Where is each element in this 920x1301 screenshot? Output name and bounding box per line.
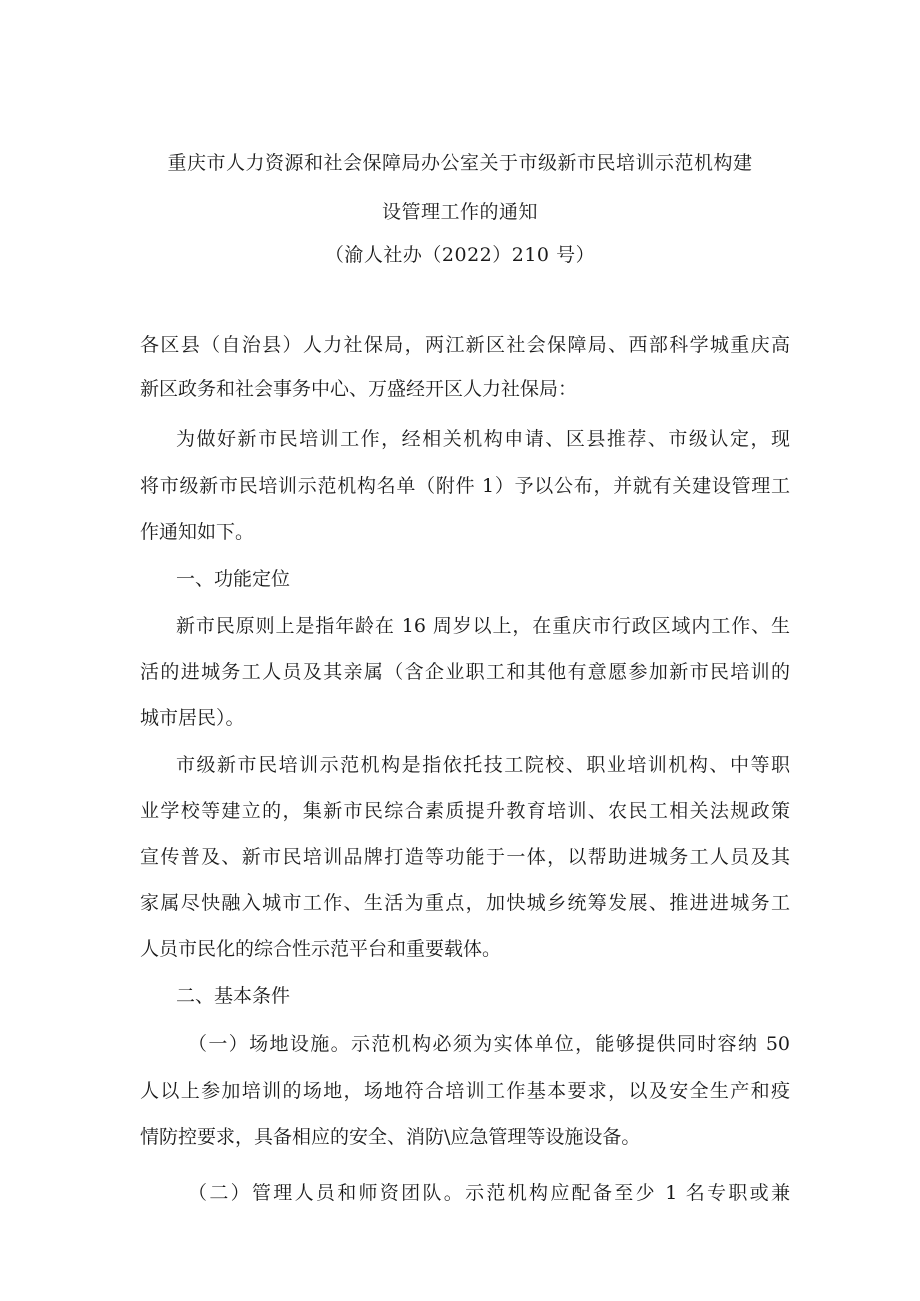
- document-number: （渝人社办（2022）210 号）: [324, 244, 596, 266]
- body-line: 人员市民化的综合性示范平台和重要载体。: [140, 938, 502, 960]
- body-line: （一）场地设施。示范机构必须为实体单位，能够提供同时容纳 50: [188, 1033, 790, 1055]
- document-title-line-1: 重庆市人力资源和社会保障局办公室关于市级新市民培训示范机构建: [167, 152, 753, 174]
- body-line: 新区政务和社会事务中心、万盛经开区人力社保局：: [140, 378, 578, 400]
- body-line: 各区县（自治县）人力社保局，两江新区社会保障局、西部科学城重庆高: [140, 334, 790, 356]
- body-line: 家属尽快融入城市工作、生活为重点，加快城乡统筹发展、推进进城务工: [140, 892, 790, 914]
- body-line: 将市级新市民培训示范机构名单（附件 1）予以公布，并就有关建设管理工: [140, 475, 790, 497]
- body-line: 市级新市民培训示范机构是指依托技工院校、职业培训机构、中等职: [176, 754, 790, 776]
- body-line: 为做好新市民培训工作，经相关机构申请、区县推荐、市级认定，现: [176, 428, 790, 450]
- body-line: 宣传普及、新市民培训品牌打造等功能于一体，以帮助进城务工人员及其: [140, 846, 790, 868]
- body-line: （二）管理人员和师资团队。示范机构应配备至少 1 名专职或兼: [188, 1182, 790, 1204]
- section-heading-2: 二、基本条件: [176, 985, 291, 1007]
- document-title-line-2: 设管理工作的通知: [381, 201, 538, 223]
- body-line: 城市居民）。: [140, 707, 245, 729]
- body-line: 情防控要求，具备相应的安全、消防\应急管理等设施设备。: [140, 1126, 641, 1148]
- body-line: 新市民原则上是指年龄在 16 周岁以上，在重庆市行政区域内工作、生: [176, 615, 790, 637]
- body-line: 业学校等建立的，集新市民综合素质提升教育培训、农民工相关法规政策: [140, 800, 790, 822]
- body-line: 人以上参加培训的场地，场地符合培训工作基本要求，以及安全生产和疫: [140, 1080, 790, 1102]
- body-line: 作通知如下。: [140, 521, 255, 543]
- section-heading-1: 一、功能定位: [176, 568, 291, 590]
- body-line: 活的进城务工人员及其亲属（含企业职工和其他有意愿参加新市民培训的: [140, 661, 790, 683]
